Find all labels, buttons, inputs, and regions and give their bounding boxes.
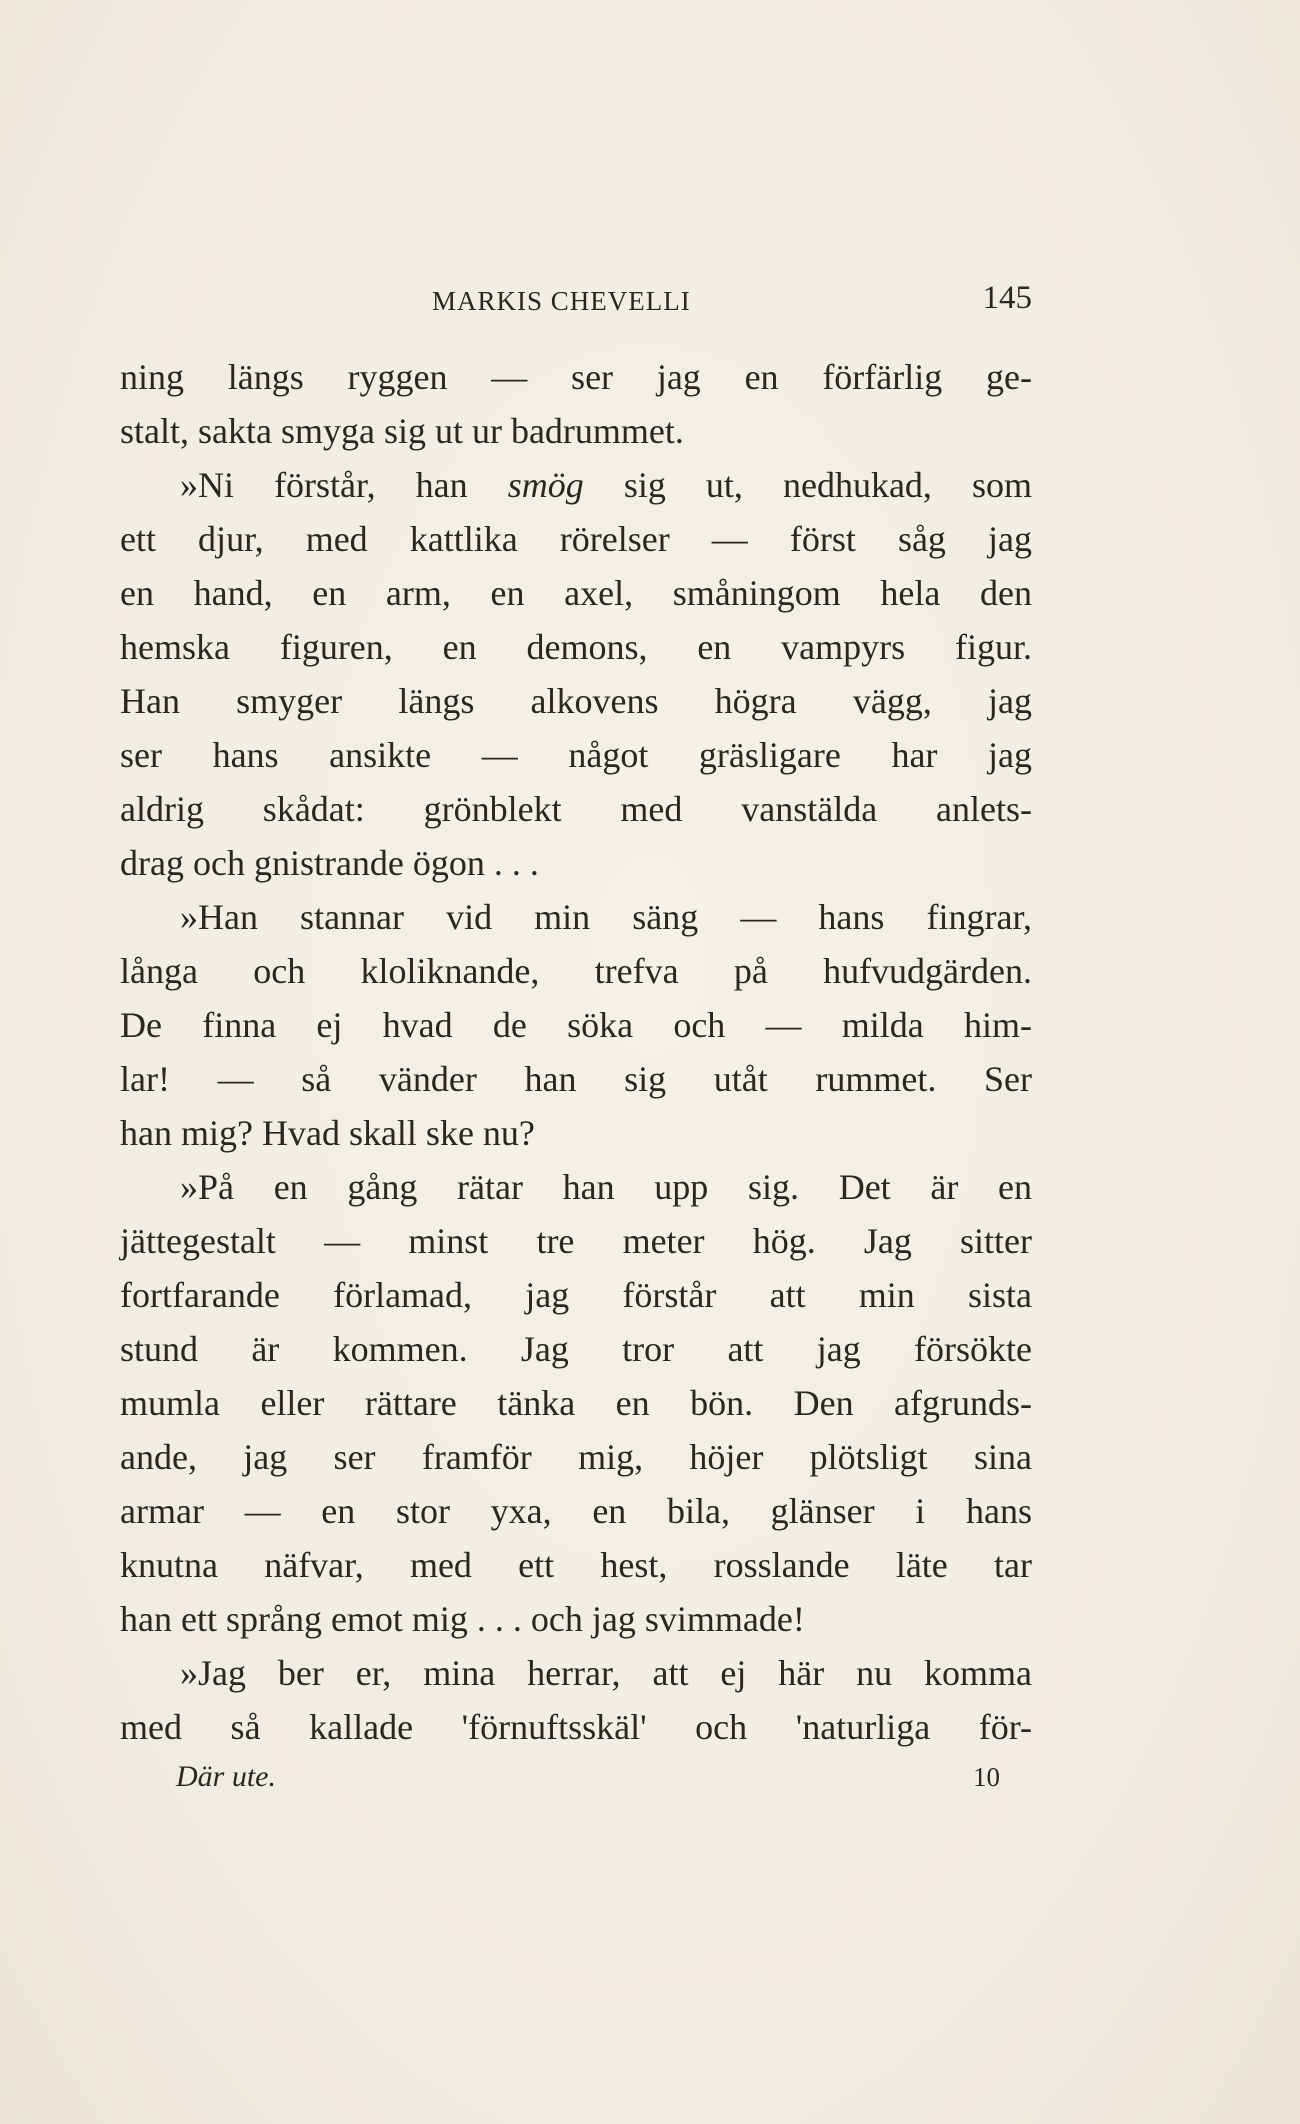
text-line: »Han stannar vid min säng — hans fingrar,	[180, 897, 1032, 937]
text-line: ett djur, med kattlika rörelser — först såg jag	[120, 519, 1032, 559]
text-line: långa och kloliknande, trefva på hufvudgärden.	[120, 951, 1032, 991]
text-line: med så kallade 'förnuftsskäl' och 'naturliga för-	[120, 1707, 1032, 1747]
text-line	[120, 458, 1032, 512]
text-line: ande, jag ser framför mig, höjer plötsligt sina	[120, 1437, 1032, 1477]
signature-mark: 10	[973, 1762, 1000, 1792]
text-line: han ett språng emot mig . . . och jag svimmade!	[120, 1599, 805, 1639]
text-line: han mig? Hvad skall ske nu?	[120, 1113, 535, 1153]
text-line: aldrig skådat: grönblekt med vanstälda anlets-	[120, 789, 1032, 829]
text-fragment: sig ut, nedhukad, som	[623, 465, 1033, 505]
signature-title: Där ute.	[176, 1760, 276, 1793]
page-footer	[120, 1760, 1032, 1804]
text-line: »Jag ber er, mina herrar, att ej här nu komma	[180, 1653, 1032, 1693]
running-title: MARKIS CHEVELLI	[432, 286, 691, 316]
page-number: 145	[982, 280, 1032, 316]
text-line: hemska figuren, en demons, en vampyrs figur.	[120, 627, 1032, 667]
text-line: jättegestalt — minst tre meter hög. Jag sitter	[120, 1221, 1032, 1261]
text-line: drag och gnistrande ögon . . .	[120, 843, 539, 883]
text-line: en hand, en arm, en axel, småningom hela den	[120, 573, 1032, 613]
text-line: ning längs ryggen — ser jag en förfärlig ge-	[120, 357, 1032, 397]
text-line: »På en gång rätar han upp sig. Det är en	[180, 1167, 1032, 1207]
body-text	[120, 350, 1032, 1754]
running-head	[120, 280, 1032, 324]
text-line: ser hans ansikte — något gräsligare har jag	[120, 735, 1032, 775]
text-fragment: »Ni förstår, han	[180, 465, 468, 505]
text-line: lar! — så vänder han sig utåt rummet. Ser	[120, 1059, 1032, 1099]
text-line: mumla eller rättare tänka en bön. Den afgrunds-	[120, 1383, 1032, 1423]
emphasized-word: smög	[507, 465, 584, 505]
text-line: stund är kommen. Jag tror att jag försökte	[120, 1329, 1032, 1369]
text-line: armar — en stor yxa, en bila, glänser i hans	[120, 1491, 1032, 1531]
text-line: knutna näfvar, med ett hest, rosslande läte tar	[120, 1545, 1032, 1585]
text-line: stalt, sakta smyga sig ut ur badrummet.	[120, 411, 684, 451]
text-line: De finna ej hvad de söka och — milda him-	[120, 1005, 1032, 1045]
text-line: fortfarande förlamad, jag förstår att min sista	[120, 1275, 1032, 1315]
text-line: Han smyger längs alkovens högra vägg, jag	[120, 681, 1032, 721]
